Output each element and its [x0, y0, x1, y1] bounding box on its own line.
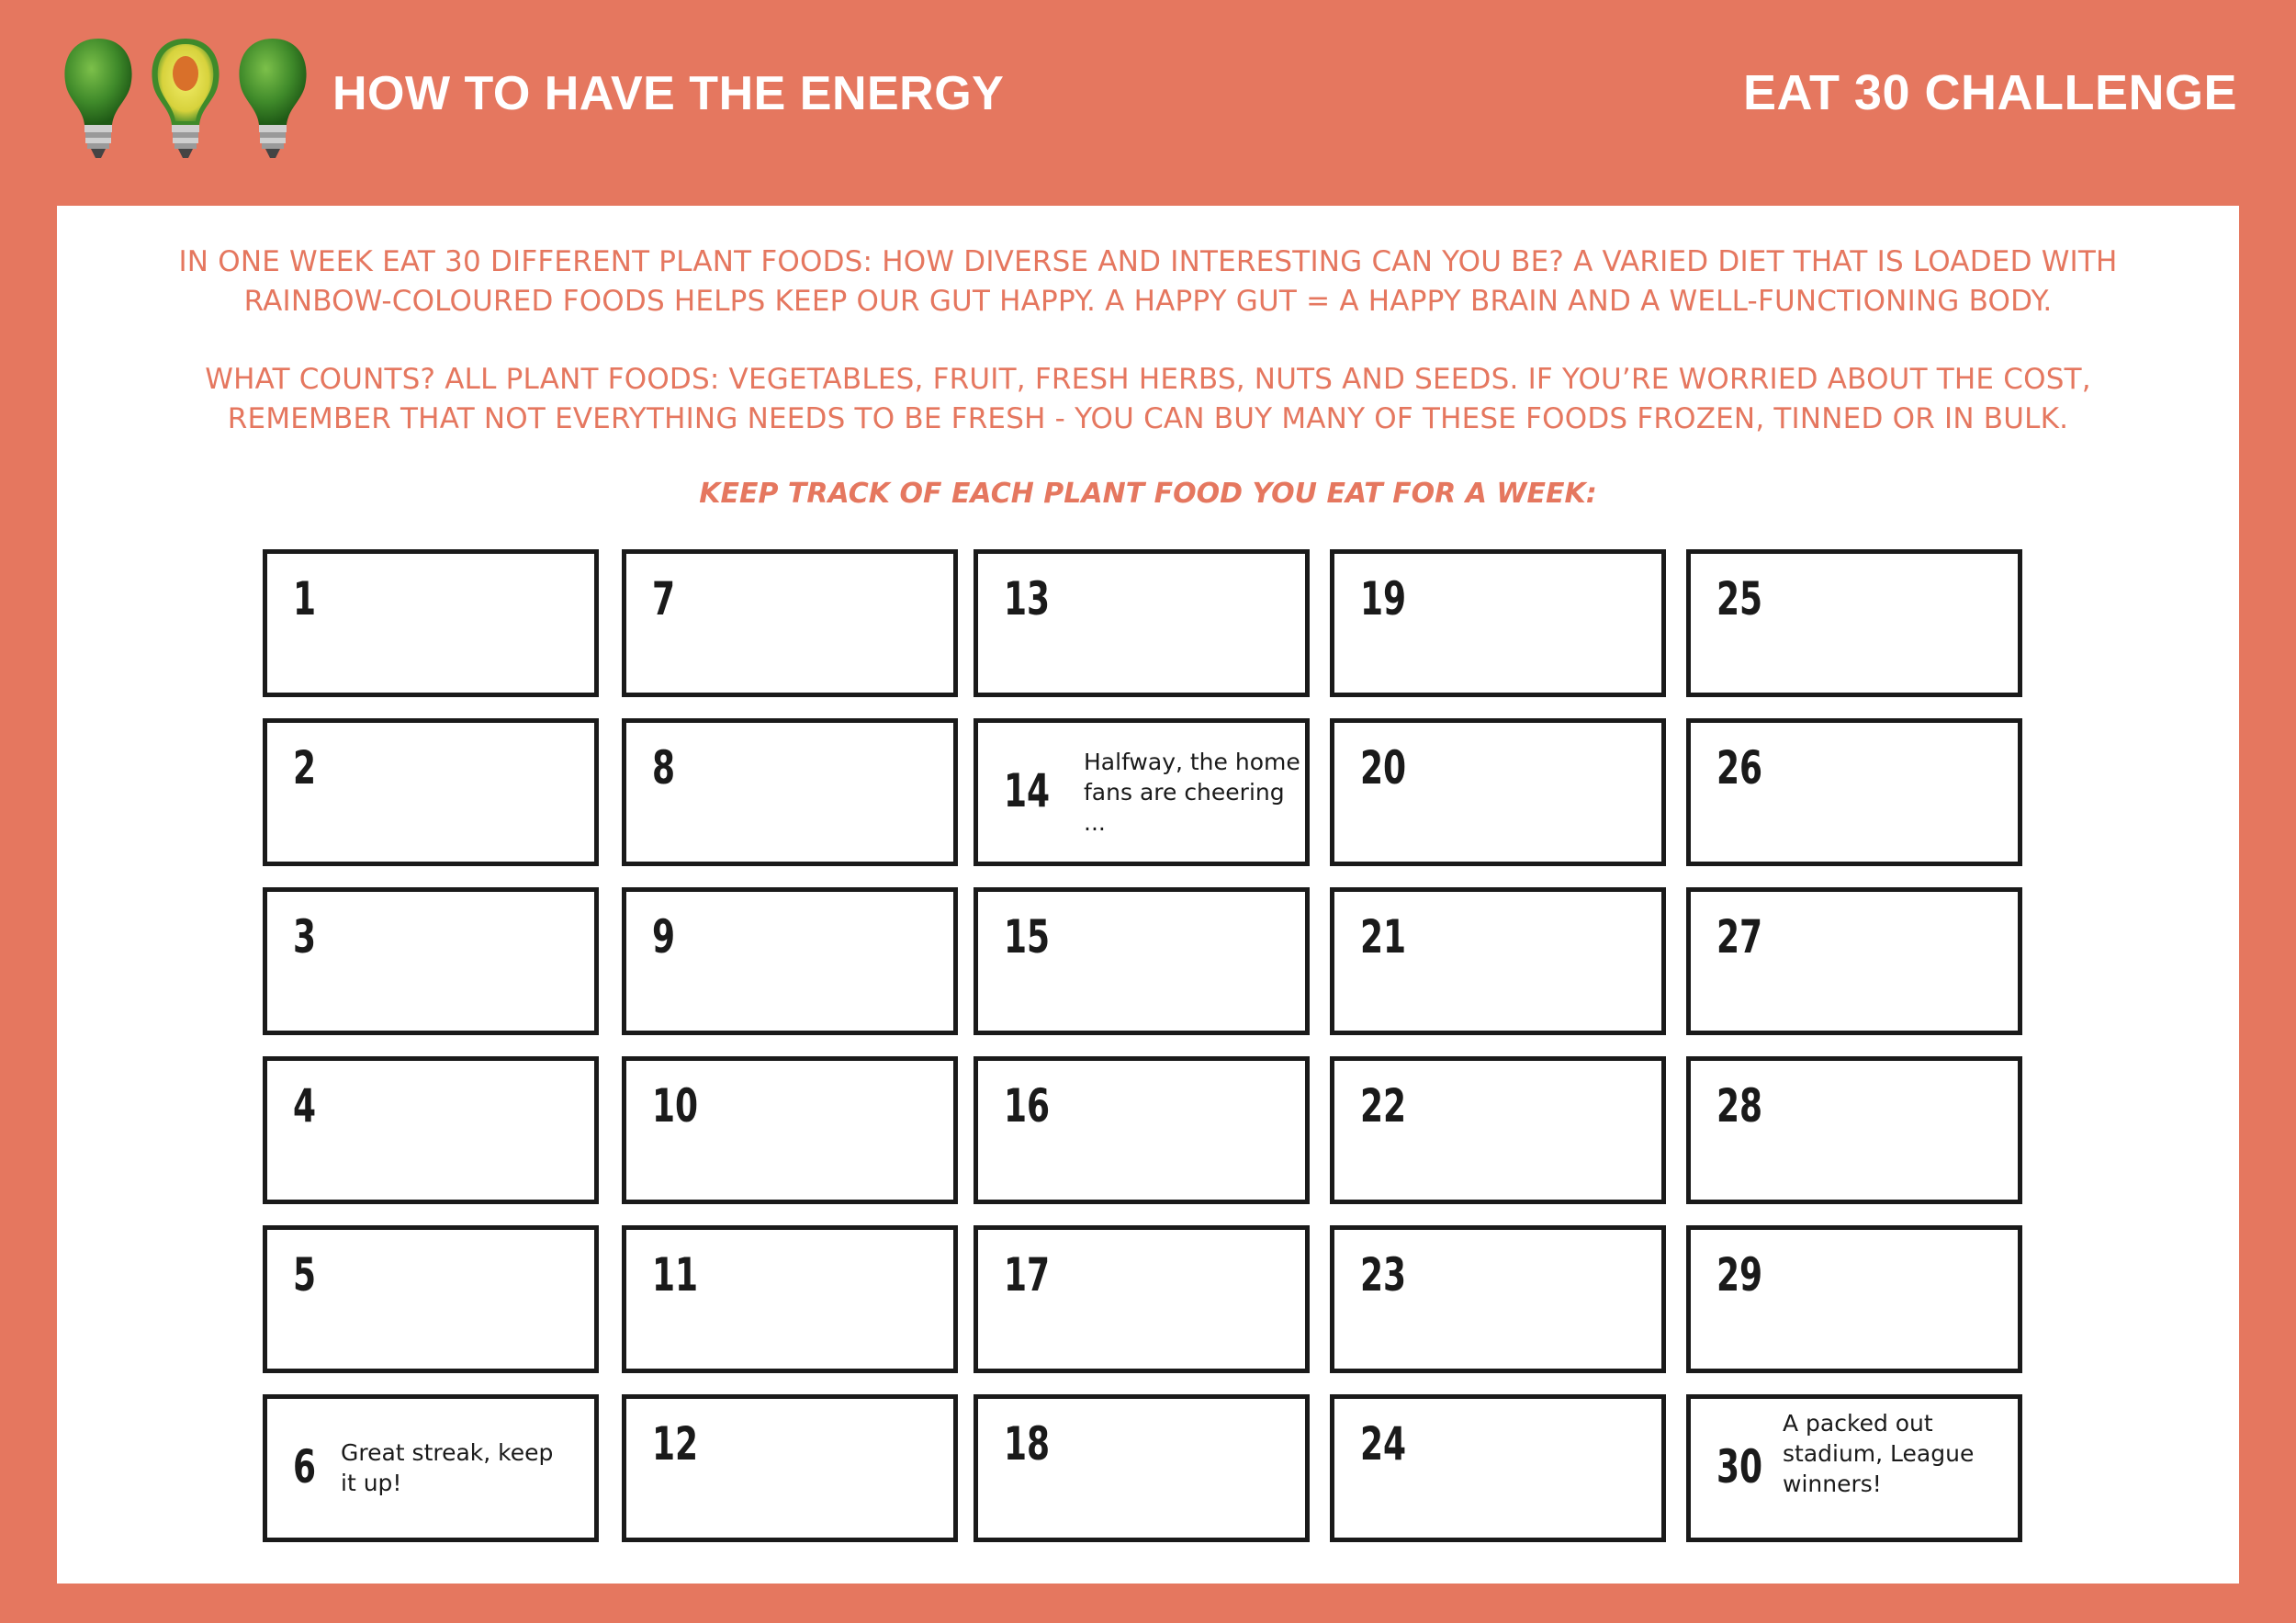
- intro-paragraph-1: [57, 242, 2239, 321]
- cell-number: 3: [293, 910, 317, 964]
- tracker-cell-21[interactable]: [1330, 887, 1666, 1035]
- intro-paragraph-2: [57, 360, 2239, 439]
- cell-number: 29: [1716, 1248, 1763, 1302]
- cell-note: Great streak, keep it up!: [341, 1439, 554, 1496]
- cell-number: 28: [1716, 1079, 1763, 1133]
- cell-number: 26: [1716, 741, 1763, 795]
- tracker-cell-1[interactable]: [263, 549, 599, 697]
- content-panel: [57, 206, 2239, 1584]
- cell-number: 19: [1360, 572, 1407, 626]
- cell-number: 24: [1360, 1417, 1407, 1471]
- tracker-cell-23[interactable]: [1330, 1225, 1666, 1373]
- header-logo-bulbs: [57, 35, 314, 163]
- tracker-cell-15[interactable]: [974, 887, 1310, 1035]
- cell-number: 21: [1360, 910, 1407, 964]
- tracker-grid: [263, 549, 2063, 1576]
- tracker-cell-13[interactable]: [974, 549, 1310, 697]
- tracker-cell-6[interactable]: [263, 1394, 599, 1542]
- cell-number: 20: [1360, 741, 1407, 795]
- avocado-lightbulb-icon: [57, 35, 140, 163]
- avocado-lightbulb-icon: [231, 35, 314, 163]
- cell-number: 14: [1004, 763, 1051, 817]
- cell-number: 13: [1004, 572, 1051, 626]
- cell-number: 12: [652, 1417, 699, 1471]
- track-heading: KEEP TRACK OF EACH PLANT FOOD YOU EAT FOR A WEEK:: [699, 478, 1597, 510]
- tracker-cell-27[interactable]: [1686, 887, 2022, 1035]
- challenge-title: EAT 30 CHALLENGE: [1742, 65, 2237, 120]
- cell-number: 11: [652, 1248, 699, 1302]
- tracker-cell-18[interactable]: [974, 1394, 1310, 1542]
- intro-line: WHAT COUNTS? ALL PLANT FOODS: VEGETABLES, FRUIT, FRESH HERBS, NUTS AND SEEDS. IF YOU’RE WORRIED ABOUT THE COST,: [205, 363, 2091, 396]
- tracker-cell-11[interactable]: [622, 1225, 958, 1373]
- tracker-cell-30[interactable]: [1686, 1394, 2022, 1542]
- intro-line: RAINBOW-COLOURED FOODS HELPS KEEP OUR GUT HAPPY. A HAPPY GUT = A HAPPY BRAIN AND A WELL-FUNCTIONING BODY.: [243, 285, 2053, 318]
- cell-number: 15: [1004, 910, 1051, 964]
- intro-line: IN ONE WEEK EAT 30 DIFFERENT PLANT FOODS: HOW DIVERSE AND INTERESTING CAN YOU BE? A VARIED DIET THAT IS LOADED WITH: [178, 245, 2118, 278]
- cell-number: 1: [293, 572, 317, 626]
- cell-number: 5: [293, 1248, 317, 1302]
- tracker-cell-22[interactable]: [1330, 1056, 1666, 1204]
- tracker-cell-5[interactable]: [263, 1225, 599, 1373]
- cell-number: 10: [652, 1079, 699, 1133]
- tracker-cell-8[interactable]: [622, 718, 958, 866]
- cell-note: A packed out stadium, League winners!: [1783, 1410, 1975, 1497]
- tracker-cell-16[interactable]: [974, 1056, 1310, 1204]
- cell-number: 27: [1716, 910, 1763, 964]
- cell-number: 6: [293, 1439, 317, 1493]
- avocado-half-lightbulb-icon: [144, 35, 227, 163]
- cell-number: 7: [652, 572, 676, 626]
- cell-number: 2: [293, 741, 317, 795]
- cell-note: Halfway, the home fans are cheering ...: [1084, 749, 1300, 836]
- cell-number: 4: [293, 1079, 317, 1133]
- cell-number: 8: [652, 741, 676, 795]
- tracker-cell-9[interactable]: [622, 887, 958, 1035]
- cell-number: 16: [1004, 1079, 1051, 1133]
- tracker-cell-12[interactable]: [622, 1394, 958, 1542]
- cell-number: 23: [1360, 1248, 1407, 1302]
- tracker-cell-17[interactable]: [974, 1225, 1310, 1373]
- tracker-cell-19[interactable]: [1330, 549, 1666, 697]
- tracker-cell-24[interactable]: [1330, 1394, 1666, 1542]
- tracker-cell-20[interactable]: [1330, 718, 1666, 866]
- header-title: HOW TO HAVE THE ENERGY: [332, 67, 1005, 120]
- cell-number: 18: [1004, 1417, 1051, 1471]
- cell-number: 9: [652, 910, 676, 964]
- tracker-cell-25[interactable]: [1686, 549, 2022, 697]
- tracker-cell-26[interactable]: [1686, 718, 2022, 866]
- tracker-cell-14[interactable]: [974, 718, 1310, 866]
- tracker-cell-10[interactable]: [622, 1056, 958, 1204]
- cell-number: 22: [1360, 1079, 1407, 1133]
- tracker-cell-7[interactable]: [622, 549, 958, 697]
- tracker-cell-29[interactable]: [1686, 1225, 2022, 1373]
- intro-line: REMEMBER THAT NOT EVERYTHING NEEDS TO BE FRESH - YOU CAN BUY MANY OF THESE FOODS FROZEN, TINNED OR IN BULK.: [227, 402, 2069, 435]
- tracker-cell-4[interactable]: [263, 1056, 599, 1204]
- tracker-cell-2[interactable]: [263, 718, 599, 866]
- tracker-cell-28[interactable]: [1686, 1056, 2022, 1204]
- cell-number: 25: [1716, 572, 1763, 626]
- cell-number: 30: [1716, 1439, 1763, 1493]
- cell-number: 17: [1004, 1248, 1051, 1302]
- tracker-cell-3[interactable]: [263, 887, 599, 1035]
